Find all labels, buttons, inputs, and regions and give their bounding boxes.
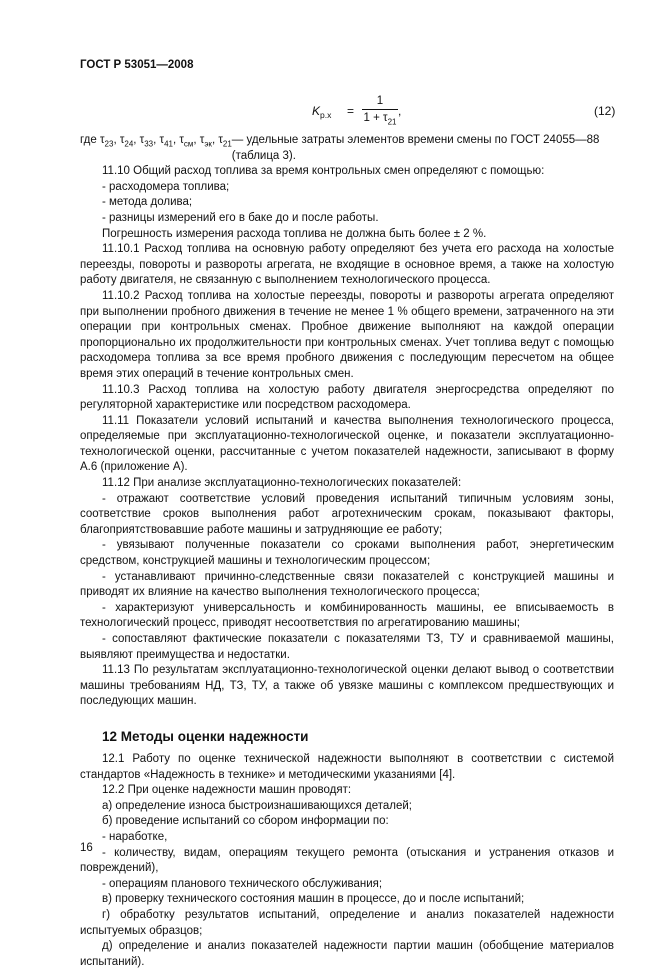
list-item: - характеризуют универсальность и комбинированность машины, ее вписываемость в технологический процесс, приводят несоответствия по агрегатированию машины; xyxy=(80,601,614,630)
paragraph: 11.10.3 Расход топлива на холостую работу двигателя энергосредства определяют по регуляторной характеристике или посредством расходомера. xyxy=(80,383,614,412)
list-item: - количеству, видам, операциям текущего ремонта (отыскания и устранения отказов и повреждений), xyxy=(80,846,614,875)
formula-fraction xyxy=(362,95,398,128)
list-item: г) обработку результатов испытаний, определение и анализ показателей надежности испытуемых образцов; xyxy=(80,908,614,937)
list-item: - сопоставляют фактические показатели с показателями ТЗ, ТУ и сравниваемой машины, выявляют преимущества и недостатки. xyxy=(80,633,614,661)
paragraph: 11.10 Общий расход топлива за время контрольных смен определяют с помощью: xyxy=(102,165,545,178)
paragraph: 11.13 По результатам эксплуатационно-технологической оценки делают вывод о соответствии машины требованиям НД, ТЗ, ТУ, а также об увязке машины с комплексом предшествующих и последующих машин. xyxy=(80,664,614,708)
formula-denominator: $1 + \tau_{21}$ xyxy=(363,112,397,127)
formula-12 xyxy=(312,93,432,133)
paragraph: 11.10.1 Расход топлива на основную работу определяют без учета его расхода на холостые переезды, повороты и развороты агрегата, не входящие в основное время, а также на холостую работу двигателя, не связанную с выполнением технологического процесса. xyxy=(80,243,614,287)
formula-comma: , xyxy=(398,104,402,118)
list-item: - операциям планового технического обслуживания; xyxy=(102,877,383,890)
formula-equals: = xyxy=(347,104,355,118)
paragraph: 11.10.2 Расход топлива на холостые переезды, повороты и развороты агрегата определяют при выполнении пробного движения в течение не менее 1 % общего времени, затраченного на эти операции при контрольных сменах. Пробное движение выполняют на каждой операции пропорционально их продолжительности при контрольных сменах. Учет топлива ведут с помощью расходомера топлива за все время пробного движения с последующим пересчетом на общее время этих операций в течение контрольных смен. xyxy=(80,289,614,380)
formula-numerator: 1 xyxy=(376,95,384,107)
list-item: - расходомера топлива; xyxy=(102,180,230,193)
list-item: в) проверку технического состояния машин в процессе, до и после испытаний; xyxy=(102,893,525,906)
paragraph: 12.2 При оценке надежности машин проводят: xyxy=(102,784,352,797)
page-number: 16 xyxy=(80,842,93,854)
fraction-bar xyxy=(362,109,398,110)
formula-lhs: $K_{р.х}$ xyxy=(312,104,332,120)
list-item: - наработке, xyxy=(102,830,168,843)
formula-legend: где $\tau_{23}$, $\tau_{24}$, $\tau_{33}$, $\tau_{41}$, $\tau_{см}$, $\tau_{эк}$, $\tau_{21}$ — удельные затраты элементов времени смены по ГОСТ 24055—88 (таблица 3). xyxy=(80,134,600,162)
paragraph: 11.11 Показатели условий испытаний и качества выполнения технологического процесса, определяемые при эксплуатационно-технологической оценке, и показатели эксплуатационно-технологической оценки, рассчитанные с учетом показателей надежности, записывают в форму А.6 (приложение А). xyxy=(80,414,614,474)
document-body xyxy=(80,133,614,970)
list-item: - разницы измерений его в баке до и после работы. xyxy=(102,211,379,224)
paragraph: Погрешность измерения расхода топлива не должна быть более ± 2 %. xyxy=(102,227,487,240)
paragraph: 12.1 Работу по оценке технической надежности выполняют в соответствии с системой стандартов «Надежность в технике» и методическими указаниями [4]. xyxy=(80,752,614,781)
list-item: - увязывают полученные показатели со сроками выполнения работ, энергетическим средством, конструкцией машины и технологическим процессом; xyxy=(80,539,614,568)
list-item: - отражают соответствие условий проведения испытаний типичным условиям зоны, соответствие сроков выполнения работ агротехническим срокам, показывают факторы, благоприятствовавшие работе машины и затрудняющие ее работу; xyxy=(80,492,614,536)
paragraph: 11.12 При анализе эксплуатационно-технологических показателей: xyxy=(102,477,462,490)
formula-number: (12) xyxy=(594,104,616,118)
list-item: - устанавливают причинно-следственные связи показателей с конструкцией машины и приводят их влияние на качество выполнения технологического процесса; xyxy=(80,570,614,599)
list-item: д) определение и анализ показателей надежности партии машин (обобщение материалов испытаний). xyxy=(80,940,614,968)
list-item: а) определение износа быстроизнашивающихся деталей; xyxy=(102,799,412,812)
section-heading: 12 Методы оценки надежности xyxy=(102,728,309,744)
list-item: б) проведение испытаний со сбором информации по: xyxy=(102,815,389,828)
list-item: - метода долива; xyxy=(102,196,193,209)
document-header: ГОСТ Р 53051—2008 xyxy=(80,59,194,71)
